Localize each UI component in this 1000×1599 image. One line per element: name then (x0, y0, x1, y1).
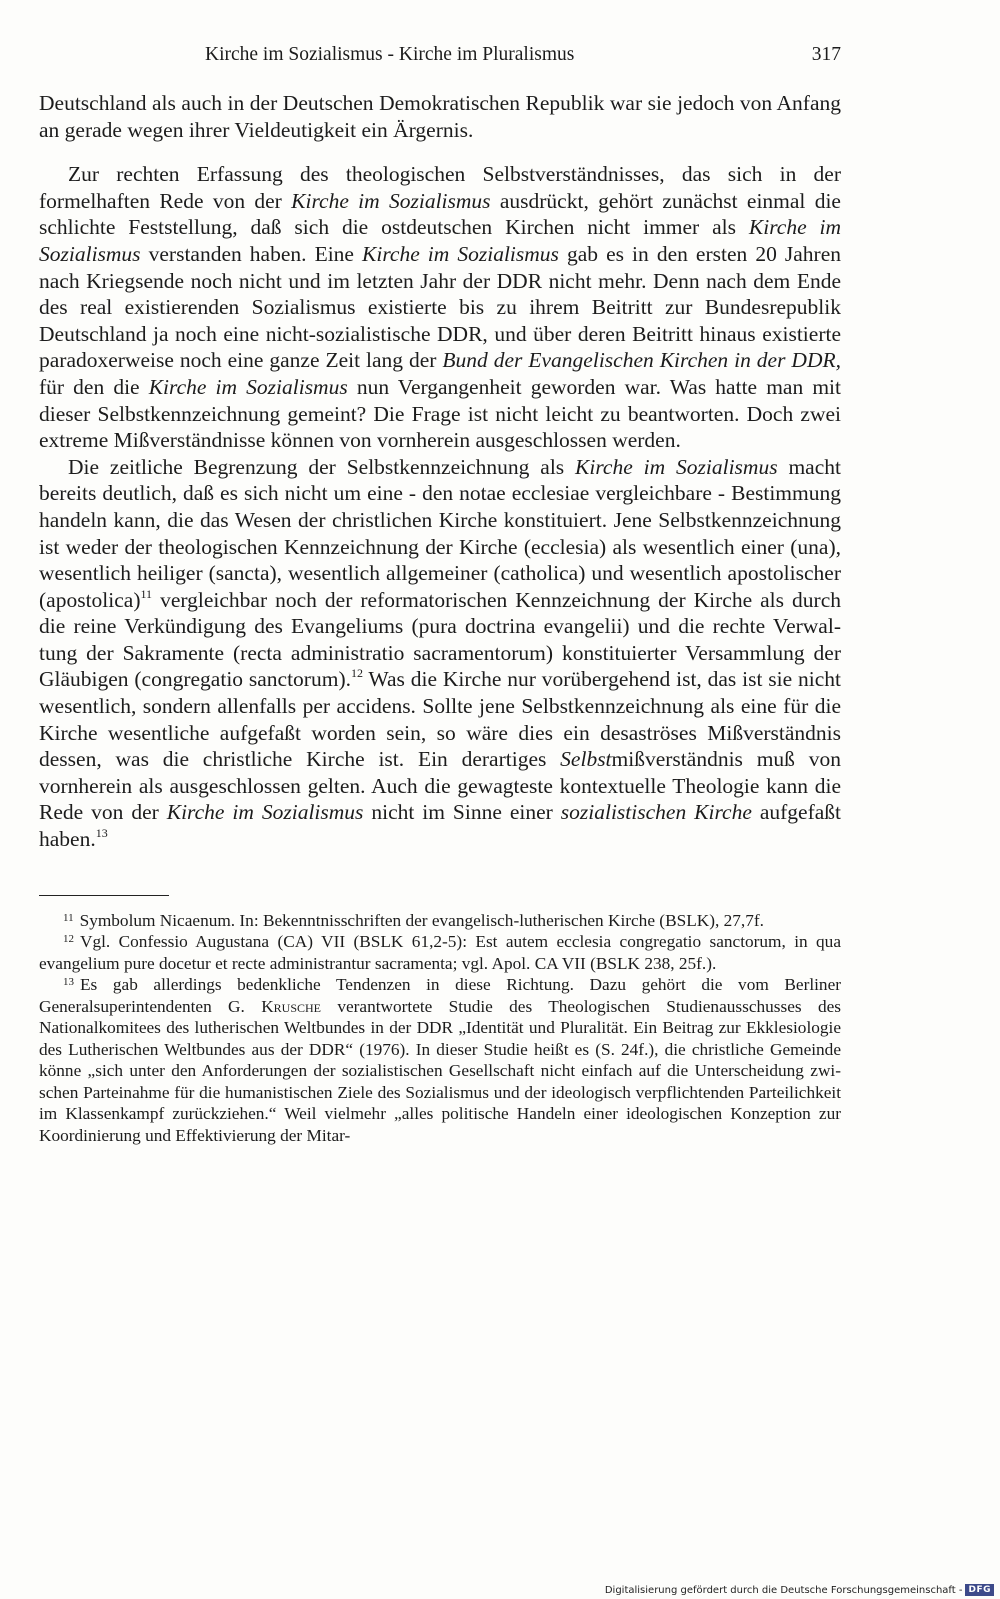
footnote-12: $^{12}$ Vgl. Confessio Augustana (CA) VII (BSLK 61,2-5): Est autem ecclesia congregatio sanctorum, in qua evangelium pure docetur et recte administrantur sacramenta; vgl. Apol. CA VII (BSLK 238, 25f.). (39, 932, 841, 973)
digitization-note: Digitalisierung gefördert durch die Deutsche Forschungsgemeinschaft - (604, 1584, 963, 1596)
running-head (39, 44, 841, 72)
footnote-13: $^{13}$ Es gab allerdings bedenkliche Tendenzen in diese Richtung. Dazu gehört die vom Berliner Generalsuperintendenten G. Krusche verantwortete Studie des Theologischen Studienausschusses des Nationalkomitees des lutherischen Weltbundes in der DDR „Identität und Pluralität. Ein Beitrag zur Ekklesiologie des Lutherischen Weltbundes aus der DDR“ (1976). In dieser Studie heißt es (S. 24f.), die christliche Gemeinde könne „sich unter den Anforderungen der sozialistischen Gesellschaft nicht einfach auf die Unterscheidung zwischen Parteinahme für die humanistischen Ziele des Sozialismus und der ideologisch verpflichtenden Parteilichkeit im Klassenkampf zurückziehen.“ Weil vielmehr „alles politische Handeln einer ideologischen Konzeption zur Koordinierung und Effektivierung der Mitar- (39, 975, 841, 1145)
footnote-11: $^{11}$ Symbolum Nicaenum. In: Bekenntnisschriften der evangelisch-lutherischen Kirche (BSLK), 27,7f. (63, 910, 764, 930)
paragraph-continuation: Deutschland als auch in der Deutschen Demokratischen Republik war sie jedoch von Anfang an gerade wegen ihrer Vieldeutigkeit ein Ärgernis. (39, 91, 841, 142)
paragraph-1: Zur rechten Erfassung des theologischen Selbstverständnisses, das sich in der formelhaften Rede von der Kirche im Sozialismus ausdrückt, gehört zunächst einmal die schlichte Feststellung, daß sich die ostdeutschen Kirchen nicht immer als Kirche im Sozialismus verstanden haben. Eine Kirche im Sozialismus gab es in den ersten 20 Jahren nach Kriegsende noch nicht und im letzten Jahr der DDR nicht mehr. Denn nach dem Ende des real existierenden Sozialismus existierte bis zu ihrem Beitritt zur Bundesrepublik Deutschland ja noch eine nicht-sozialistische DDR, und über deren Beitritt hinaus existierte paradoxerweise noch eine ganze Zeit lang der Bund der Evangelischen Kirchen in der DDR, für den die Kirche im Sozialismus nun Vergangenheit geworden war. Was hatte man mit dieser Selbstkennzeichnung gemeint? Die Frage ist nicht leicht zu beantworten. Doch zwei extreme Mißverständnisse können von vornherein ausgeschlossen werden. (39, 162, 842, 453)
footnote-ref-13[interactable]: 13 (95, 826, 108, 841)
book-page (39, 44, 841, 1146)
dfg-logo: DFG (965, 1584, 994, 1596)
footnotes (39, 910, 841, 1147)
footnote-ref-11[interactable]: 11 (140, 586, 153, 601)
main-text (39, 90, 841, 853)
footnote-divider (39, 895, 169, 896)
page-number: 317 (811, 44, 841, 65)
running-title: Kirche im Sozialismus - Kirche im Pluralismus (205, 44, 575, 65)
footnote-ref-12[interactable]: 12 (350, 666, 363, 681)
digitization-footer (605, 1584, 994, 1596)
paragraph-2: Die zeitliche Begrenzung der Selbstkennzeichnung als Kirche im Sozialismus macht bereits deutlich, daß es sich nicht um eine - den notae ecclesiae vergleichbare - Bestimmung handeln kann, die das Wesen der christlichen Kirche konstituiert. Jene Selbstkennzeichnung ist weder der theologischen Kennzeichnung der Kirche (ecclesia) als wesentlich einer (una), wesentlich heiliger (sancta), wesentlich allgemeiner (catholica) und wesentlich apostolischer (apostolica)$^{11}$ vergleichbar noch der reformatorischen Kennzeichnung der Kirche als durch die reine Verkündigung des Evangeliums (pura doctrina evangelii) und die rechte Verwaltung der Sakramente (recta administratio sacramentorum) konstituierter Versammlung der Gläubigen (congregatio sanctorum).$^{12}$ Was die Kirche nur vorübergehend ist, das ist sie nicht wesentlich, sondern allenfalls per accidens. Sollte jene Selbstkennzeichnung als eine für die Kirche wesentliche aufgefaßt worden sein, so wäre dies ein desaströses Mißverständnis dessen, was die christliche Kirche ist. Ein derartiges Selbstmißverständnis muß von vornherein als ausgeschlossen gelten. Auch die gewagteste kontextuelle Theologie kann die Rede von der Kirche im Sozialismus nicht im Sinne einer sozialistischen Kirche aufgefaßt haben.$^{13}$ (39, 454, 842, 852)
